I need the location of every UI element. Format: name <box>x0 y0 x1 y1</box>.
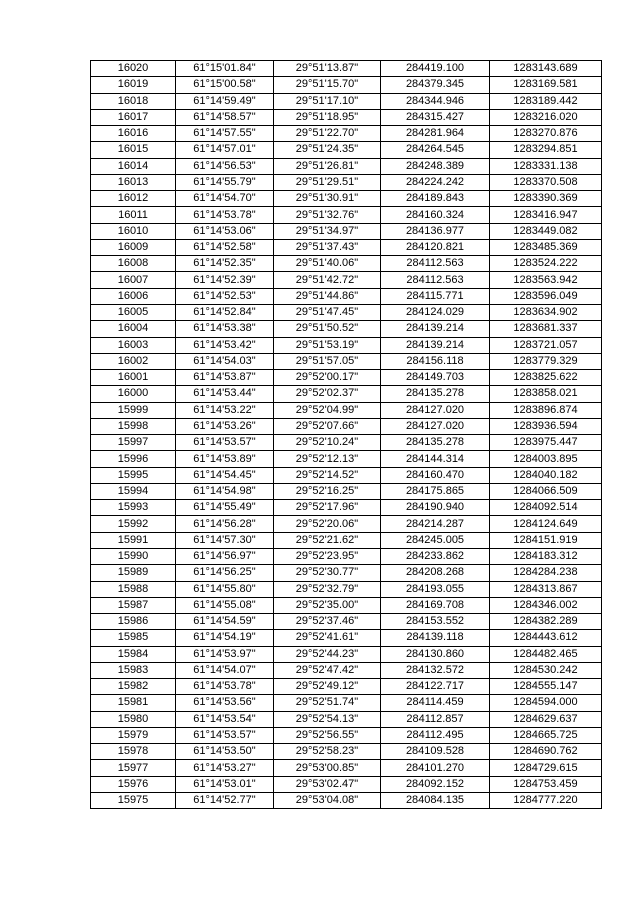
easting-cell: 284112.495 <box>381 727 490 743</box>
northing-cell: 1284066.509 <box>490 483 602 499</box>
easting-cell: 284101.270 <box>381 760 490 776</box>
table-row <box>91 727 602 743</box>
northing-cell: 1284124.649 <box>490 516 602 532</box>
longitude-cell: 61°14'53.26" <box>176 418 274 434</box>
longitude-cell: 61°14'53.57" <box>176 435 274 451</box>
point-id-cell: 15982 <box>91 679 176 695</box>
northing-cell: 1283169.581 <box>490 77 602 93</box>
latitude-cell: 29°51'40.06" <box>274 256 381 272</box>
easting-cell: 284114.459 <box>381 695 490 711</box>
longitude-cell: 61°14'54.19" <box>176 630 274 646</box>
point-id-cell: 16019 <box>91 77 176 93</box>
northing-cell: 1283896.874 <box>490 402 602 418</box>
northing-cell: 1284382.289 <box>490 614 602 630</box>
table-row <box>91 500 602 516</box>
point-id-cell: 15980 <box>91 711 176 727</box>
northing-cell: 1284313.867 <box>490 581 602 597</box>
latitude-cell: 29°51'44.86" <box>274 288 381 304</box>
longitude-cell: 61°14'54.45" <box>176 467 274 483</box>
latitude-cell: 29°52'07.66" <box>274 418 381 434</box>
easting-cell: 284115.771 <box>381 288 490 304</box>
longitude-cell: 61°14'53.50" <box>176 744 274 760</box>
point-id-cell: 16001 <box>91 370 176 386</box>
point-id-cell: 15998 <box>91 418 176 434</box>
point-id-cell: 16016 <box>91 126 176 142</box>
longitude-cell: 61°14'56.25" <box>176 565 274 581</box>
northing-cell: 1283485.369 <box>490 239 602 255</box>
northing-cell: 1283721.057 <box>490 337 602 353</box>
easting-cell: 284139.118 <box>381 630 490 646</box>
table-row <box>91 370 602 386</box>
longitude-cell: 61°14'54.07" <box>176 662 274 678</box>
latitude-cell: 29°52'16.25" <box>274 483 381 499</box>
easting-cell: 284122.717 <box>381 679 490 695</box>
table-row <box>91 77 602 93</box>
northing-cell: 1284594.000 <box>490 695 602 711</box>
northing-cell: 1284530.242 <box>490 662 602 678</box>
point-id-cell: 15996 <box>91 451 176 467</box>
point-id-cell: 16011 <box>91 207 176 223</box>
table-row <box>91 711 602 727</box>
latitude-cell: 29°52'44.23" <box>274 646 381 662</box>
coordinates-table-body <box>91 61 602 809</box>
coordinates-table <box>90 60 602 809</box>
northing-cell: 1283449.082 <box>490 223 602 239</box>
longitude-cell: 61°14'55.79" <box>176 174 274 190</box>
table-row <box>91 532 602 548</box>
point-id-cell: 15977 <box>91 760 176 776</box>
table-row <box>91 695 602 711</box>
longitude-cell: 61°14'52.53" <box>176 288 274 304</box>
point-id-cell: 16010 <box>91 223 176 239</box>
table-row <box>91 418 602 434</box>
latitude-cell: 29°52'21.62" <box>274 532 381 548</box>
table-row <box>91 760 602 776</box>
longitude-cell: 61°14'53.22" <box>176 402 274 418</box>
point-id-cell: 16005 <box>91 304 176 320</box>
table-row <box>91 386 602 402</box>
easting-cell: 284153.552 <box>381 614 490 630</box>
easting-cell: 284120.821 <box>381 239 490 255</box>
point-id-cell: 15983 <box>91 662 176 678</box>
table-row <box>91 516 602 532</box>
table-row <box>91 337 602 353</box>
longitude-cell: 61°14'52.84" <box>176 304 274 320</box>
latitude-cell: 29°52'41.61" <box>274 630 381 646</box>
point-id-cell: 16006 <box>91 288 176 304</box>
latitude-cell: 29°53'02.47" <box>274 776 381 792</box>
northing-cell: 1284629.637 <box>490 711 602 727</box>
northing-cell: 1284092.514 <box>490 500 602 516</box>
point-id-cell: 15984 <box>91 646 176 662</box>
latitude-cell: 29°51'24.35" <box>274 142 381 158</box>
point-id-cell: 15975 <box>91 792 176 808</box>
latitude-cell: 29°53'04.08" <box>274 792 381 808</box>
easting-cell: 284135.278 <box>381 386 490 402</box>
northing-cell: 1284729.615 <box>490 760 602 776</box>
northing-cell: 1284777.220 <box>490 792 602 808</box>
easting-cell: 284419.100 <box>381 61 490 77</box>
table-row <box>91 646 602 662</box>
table-row <box>91 288 602 304</box>
point-id-cell: 15999 <box>91 402 176 418</box>
northing-cell: 1284284.238 <box>490 565 602 581</box>
table-row <box>91 744 602 760</box>
latitude-cell: 29°51'32.76" <box>274 207 381 223</box>
point-id-cell: 16013 <box>91 174 176 190</box>
latitude-cell: 29°52'04.99" <box>274 402 381 418</box>
point-id-cell: 15989 <box>91 565 176 581</box>
table-row <box>91 93 602 109</box>
longitude-cell: 61°14'56.53" <box>176 158 274 174</box>
northing-cell: 1283370.508 <box>490 174 602 190</box>
easting-cell: 284189.843 <box>381 191 490 207</box>
point-id-cell: 16004 <box>91 321 176 337</box>
table-row <box>91 272 602 288</box>
longitude-cell: 61°14'53.42" <box>176 337 274 353</box>
northing-cell: 1284151.919 <box>490 532 602 548</box>
longitude-cell: 61°14'53.44" <box>176 386 274 402</box>
northing-cell: 1283143.689 <box>490 61 602 77</box>
table-row <box>91 61 602 77</box>
latitude-cell: 29°51'47.45" <box>274 304 381 320</box>
longitude-cell: 61°14'53.56" <box>176 695 274 711</box>
latitude-cell: 29°51'22.70" <box>274 126 381 142</box>
easting-cell: 284245.005 <box>381 532 490 548</box>
latitude-cell: 29°52'56.55" <box>274 727 381 743</box>
table-row <box>91 483 602 499</box>
northing-cell: 1283390.369 <box>490 191 602 207</box>
longitude-cell: 61°14'53.89" <box>176 451 274 467</box>
easting-cell: 284214.287 <box>381 516 490 532</box>
latitude-cell: 29°52'10.24" <box>274 435 381 451</box>
easting-cell: 284092.152 <box>381 776 490 792</box>
easting-cell: 284156.118 <box>381 353 490 369</box>
easting-cell: 284281.964 <box>381 126 490 142</box>
longitude-cell: 61°14'52.58" <box>176 239 274 255</box>
latitude-cell: 29°52'54.13" <box>274 711 381 727</box>
latitude-cell: 29°51'57.05" <box>274 353 381 369</box>
easting-cell: 284144.314 <box>381 451 490 467</box>
longitude-cell: 61°14'53.78" <box>176 207 274 223</box>
table-row <box>91 158 602 174</box>
table-row <box>91 402 602 418</box>
point-id-cell: 15981 <box>91 695 176 711</box>
longitude-cell: 61°14'53.87" <box>176 370 274 386</box>
table-row <box>91 451 602 467</box>
table-row <box>91 548 602 564</box>
latitude-cell: 29°51'29.51" <box>274 174 381 190</box>
point-id-cell: 15976 <box>91 776 176 792</box>
northing-cell: 1284753.459 <box>490 776 602 792</box>
latitude-cell: 29°52'14.52" <box>274 467 381 483</box>
longitude-cell: 61°14'54.98" <box>176 483 274 499</box>
point-id-cell: 16002 <box>91 353 176 369</box>
table-row <box>91 662 602 678</box>
easting-cell: 284127.020 <box>381 402 490 418</box>
point-id-cell: 16009 <box>91 239 176 255</box>
point-id-cell: 15997 <box>91 435 176 451</box>
table-row <box>91 304 602 320</box>
northing-cell: 1284555.147 <box>490 679 602 695</box>
longitude-cell: 61°14'54.03" <box>176 353 274 369</box>
table-row <box>91 223 602 239</box>
northing-cell: 1284690.762 <box>490 744 602 760</box>
longitude-cell: 61°14'52.77" <box>176 792 274 808</box>
point-id-cell: 15995 <box>91 467 176 483</box>
latitude-cell: 29°52'35.00" <box>274 597 381 613</box>
table-row <box>91 321 602 337</box>
easting-cell: 284175.865 <box>381 483 490 499</box>
latitude-cell: 29°51'50.52" <box>274 321 381 337</box>
table-row <box>91 353 602 369</box>
latitude-cell: 29°52'37.46" <box>274 614 381 630</box>
longitude-cell: 61°15'01.84" <box>176 61 274 77</box>
easting-cell: 284132.572 <box>381 662 490 678</box>
easting-cell: 284149.703 <box>381 370 490 386</box>
longitude-cell: 61°14'53.54" <box>176 711 274 727</box>
easting-cell: 284136.977 <box>381 223 490 239</box>
latitude-cell: 29°51'37.43" <box>274 239 381 255</box>
point-id-cell: 16020 <box>91 61 176 77</box>
latitude-cell: 29°52'17.96" <box>274 500 381 516</box>
latitude-cell: 29°51'30.91" <box>274 191 381 207</box>
point-id-cell: 15978 <box>91 744 176 760</box>
longitude-cell: 61°14'56.97" <box>176 548 274 564</box>
table-row <box>91 630 602 646</box>
latitude-cell: 29°51'34.97" <box>274 223 381 239</box>
longitude-cell: 61°14'55.80" <box>176 581 274 597</box>
point-id-cell: 16018 <box>91 93 176 109</box>
northing-cell: 1283936.594 <box>490 418 602 434</box>
longitude-cell: 61°14'58.57" <box>176 109 274 125</box>
latitude-cell: 29°52'49.12" <box>274 679 381 695</box>
longitude-cell: 61°14'55.49" <box>176 500 274 516</box>
northing-cell: 1283524.222 <box>490 256 602 272</box>
latitude-cell: 29°51'26.81" <box>274 158 381 174</box>
point-id-cell: 15994 <box>91 483 176 499</box>
longitude-cell: 61°14'52.35" <box>176 256 274 272</box>
table-row <box>91 239 602 255</box>
latitude-cell: 29°52'00.17" <box>274 370 381 386</box>
table-row <box>91 792 602 808</box>
longitude-cell: 61°14'53.97" <box>176 646 274 662</box>
table-row <box>91 776 602 792</box>
point-id-cell: 15986 <box>91 614 176 630</box>
latitude-cell: 29°52'12.13" <box>274 451 381 467</box>
latitude-cell: 29°53'00.85" <box>274 760 381 776</box>
northing-cell: 1283779.329 <box>490 353 602 369</box>
easting-cell: 284109.528 <box>381 744 490 760</box>
longitude-cell: 61°14'53.27" <box>176 760 274 776</box>
northing-cell: 1283858.021 <box>490 386 602 402</box>
longitude-cell: 61°14'57.01" <box>176 142 274 158</box>
point-id-cell: 16017 <box>91 109 176 125</box>
table-row <box>91 142 602 158</box>
longitude-cell: 61°14'54.59" <box>176 614 274 630</box>
point-id-cell: 15993 <box>91 500 176 516</box>
easting-cell: 284190.940 <box>381 500 490 516</box>
longitude-cell: 61°14'57.55" <box>176 126 274 142</box>
table-row <box>91 467 602 483</box>
latitude-cell: 29°52'51.74" <box>274 695 381 711</box>
easting-cell: 284315.427 <box>381 109 490 125</box>
northing-cell: 1283270.876 <box>490 126 602 142</box>
point-id-cell: 16014 <box>91 158 176 174</box>
point-id-cell: 16008 <box>91 256 176 272</box>
easting-cell: 284233.862 <box>381 548 490 564</box>
latitude-cell: 29°52'47.42" <box>274 662 381 678</box>
easting-cell: 284344.946 <box>381 93 490 109</box>
easting-cell: 284139.214 <box>381 337 490 353</box>
easting-cell: 284379.345 <box>381 77 490 93</box>
longitude-cell: 61°14'56.28" <box>176 516 274 532</box>
latitude-cell: 29°52'32.79" <box>274 581 381 597</box>
latitude-cell: 29°51'15.70" <box>274 77 381 93</box>
table-row <box>91 614 602 630</box>
longitude-cell: 61°14'57.30" <box>176 532 274 548</box>
easting-cell: 284208.268 <box>381 565 490 581</box>
table-row <box>91 191 602 207</box>
point-id-cell: 15979 <box>91 727 176 743</box>
latitude-cell: 29°52'23.95" <box>274 548 381 564</box>
northing-cell: 1284003.895 <box>490 451 602 467</box>
point-id-cell: 15992 <box>91 516 176 532</box>
northing-cell: 1283825.622 <box>490 370 602 386</box>
table-row <box>91 565 602 581</box>
longitude-cell: 61°14'53.38" <box>176 321 274 337</box>
table-row <box>91 435 602 451</box>
longitude-cell: 61°14'55.08" <box>176 597 274 613</box>
longitude-cell: 61°14'53.01" <box>176 776 274 792</box>
northing-cell: 1283294.851 <box>490 142 602 158</box>
easting-cell: 284084.135 <box>381 792 490 808</box>
easting-cell: 284224.242 <box>381 174 490 190</box>
easting-cell: 284264.545 <box>381 142 490 158</box>
northing-cell: 1284346.002 <box>490 597 602 613</box>
easting-cell: 284130.860 <box>381 646 490 662</box>
point-id-cell: 16012 <box>91 191 176 207</box>
table-row <box>91 679 602 695</box>
latitude-cell: 29°52'20.06" <box>274 516 381 532</box>
table-row <box>91 597 602 613</box>
latitude-cell: 29°52'30.77" <box>274 565 381 581</box>
northing-cell: 1283634.902 <box>490 304 602 320</box>
point-id-cell: 16000 <box>91 386 176 402</box>
northing-cell: 1284665.725 <box>490 727 602 743</box>
point-id-cell: 16015 <box>91 142 176 158</box>
longitude-cell: 61°14'53.78" <box>176 679 274 695</box>
easting-cell: 284112.563 <box>381 272 490 288</box>
latitude-cell: 29°51'17.10" <box>274 93 381 109</box>
northing-cell: 1283563.942 <box>490 272 602 288</box>
point-id-cell: 16007 <box>91 272 176 288</box>
northing-cell: 1283331.138 <box>490 158 602 174</box>
easting-cell: 284139.214 <box>381 321 490 337</box>
table-row <box>91 126 602 142</box>
latitude-cell: 29°51'13.87" <box>274 61 381 77</box>
table-row <box>91 174 602 190</box>
easting-cell: 284127.020 <box>381 418 490 434</box>
northing-cell: 1283189.442 <box>490 93 602 109</box>
point-id-cell: 15991 <box>91 532 176 548</box>
easting-cell: 284112.857 <box>381 711 490 727</box>
latitude-cell: 29°51'18.95" <box>274 109 381 125</box>
northing-cell: 1284443.612 <box>490 630 602 646</box>
latitude-cell: 29°52'58.23" <box>274 744 381 760</box>
table-row <box>91 207 602 223</box>
northing-cell: 1284482.465 <box>490 646 602 662</box>
longitude-cell: 61°14'52.39" <box>176 272 274 288</box>
latitude-cell: 29°51'53.19" <box>274 337 381 353</box>
easting-cell: 284160.470 <box>381 467 490 483</box>
longitude-cell: 61°14'59.49" <box>176 93 274 109</box>
latitude-cell: 29°52'02.37" <box>274 386 381 402</box>
northing-cell: 1283596.049 <box>490 288 602 304</box>
easting-cell: 284169.708 <box>381 597 490 613</box>
point-id-cell: 15985 <box>91 630 176 646</box>
easting-cell: 284160.324 <box>381 207 490 223</box>
point-id-cell: 16003 <box>91 337 176 353</box>
easting-cell: 284112.563 <box>381 256 490 272</box>
easting-cell: 284124.029 <box>381 304 490 320</box>
northing-cell: 1284183.312 <box>490 548 602 564</box>
table-row <box>91 581 602 597</box>
northing-cell: 1283416.947 <box>490 207 602 223</box>
northing-cell: 1283975.447 <box>490 435 602 451</box>
table-row <box>91 109 602 125</box>
latitude-cell: 29°51'42.72" <box>274 272 381 288</box>
longitude-cell: 61°14'53.06" <box>176 223 274 239</box>
easting-cell: 284135.278 <box>381 435 490 451</box>
easting-cell: 284248.389 <box>381 158 490 174</box>
longitude-cell: 61°15'00.58" <box>176 77 274 93</box>
point-id-cell: 15990 <box>91 548 176 564</box>
northing-cell: 1283681.337 <box>490 321 602 337</box>
northing-cell: 1283216.020 <box>490 109 602 125</box>
easting-cell: 284193.055 <box>381 581 490 597</box>
point-id-cell: 15988 <box>91 581 176 597</box>
longitude-cell: 61°14'53.57" <box>176 727 274 743</box>
table-row <box>91 256 602 272</box>
northing-cell: 1284040.182 <box>490 467 602 483</box>
longitude-cell: 61°14'54.70" <box>176 191 274 207</box>
point-id-cell: 15987 <box>91 597 176 613</box>
